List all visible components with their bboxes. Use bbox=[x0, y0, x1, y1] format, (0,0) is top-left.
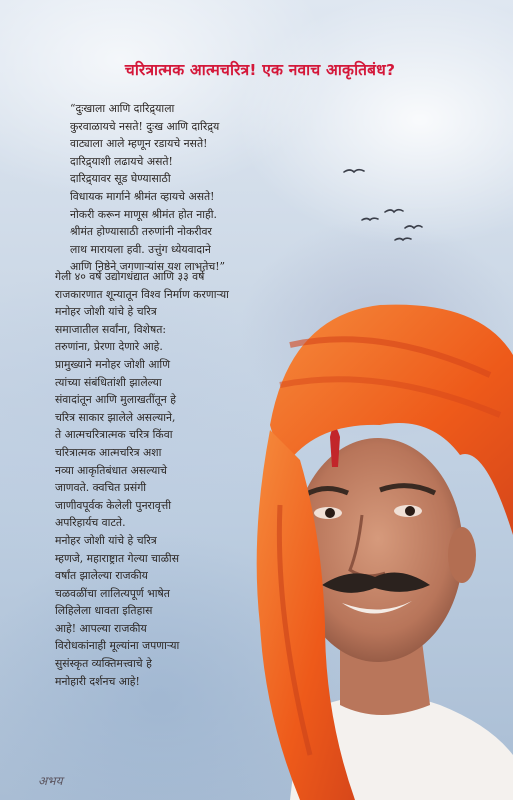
ear bbox=[448, 527, 476, 583]
bird-3 bbox=[405, 226, 422, 228]
page-title: चरित्रात्मक आत्मचरित्र! एक नवाच आकृतिबंध? bbox=[124, 61, 396, 79]
portrait-image bbox=[230, 285, 513, 800]
bird-5 bbox=[395, 238, 411, 240]
bird-2 bbox=[385, 210, 403, 212]
bird-4 bbox=[362, 218, 378, 220]
blurb-text: गेली ४० वर्षे उद्योगधंद्यात आणि ३३ वर्षे राजकारणात शून्यातून विश्व निर्माण करणाऱ्या मनोहर जोशी यांचे हे चरित्र समाजातील सर्वांना, विशेषत: तरुणांना, प्रेरणा देणारे आहे. प्रामुख्याने मनोहर जोशी आणि त्यांच्या संबंधितांशी झालेल्या संवादांतून आणि मुलाखतींतून हे चरित्र साकार झालेले असल्याने, ते आत्मचरित्रात्मक चरित्र किंवा चरित्रात्मक आत्मचरित्र अशा नव्या आकृतिबंधात असल्याचे जाणवते. क्वचित प्रसंगी जाणीवपूर्वक केलेली पुनरावृत्ती अपरिहार्यच वाटते. मनोहर जोशी यांचे हे चरित्र म्हणजे, महाराष्ट्रात गेल्या चाळीस वर्षांत झालेल्या राजकीय चळवळींचा लालित्यपूर्ण भाषेत लिहिलेला धावता इतिहास आहे! आपल्या राजकीय विरोधकांनाही मूल्यांना जपणाऱ्या सुसंस्कृत व्यक्तिमत्त्वाचे हे मनोहारी दर्शनच आहे! bbox=[55, 270, 229, 688]
quote-text: “दुःखाला आणि दारिद्र्याला कुरवाळायचे नसते! दुःख आणि दारिद्र्य वाट्याला आले म्हणून रडायचे नसते! दारिद्र्याशी लढायचे असते! दारिद्र्यावर सूड घेण्यासाठी विधायक मार्गाने श्रीमंत व्हायचे असते! नोकरी करून माणूस श्रीमंत होत नाही. श्रीमंत होण्यासाठी तरुणांनी नोकरीवर लाथ मारायला हवी. उत्तुंग ध्येयवादाने आणि निष्ठेने जगणाऱ्यांस यश लाभतेच!” bbox=[70, 102, 226, 274]
artist-signature: अभय bbox=[38, 774, 63, 788]
